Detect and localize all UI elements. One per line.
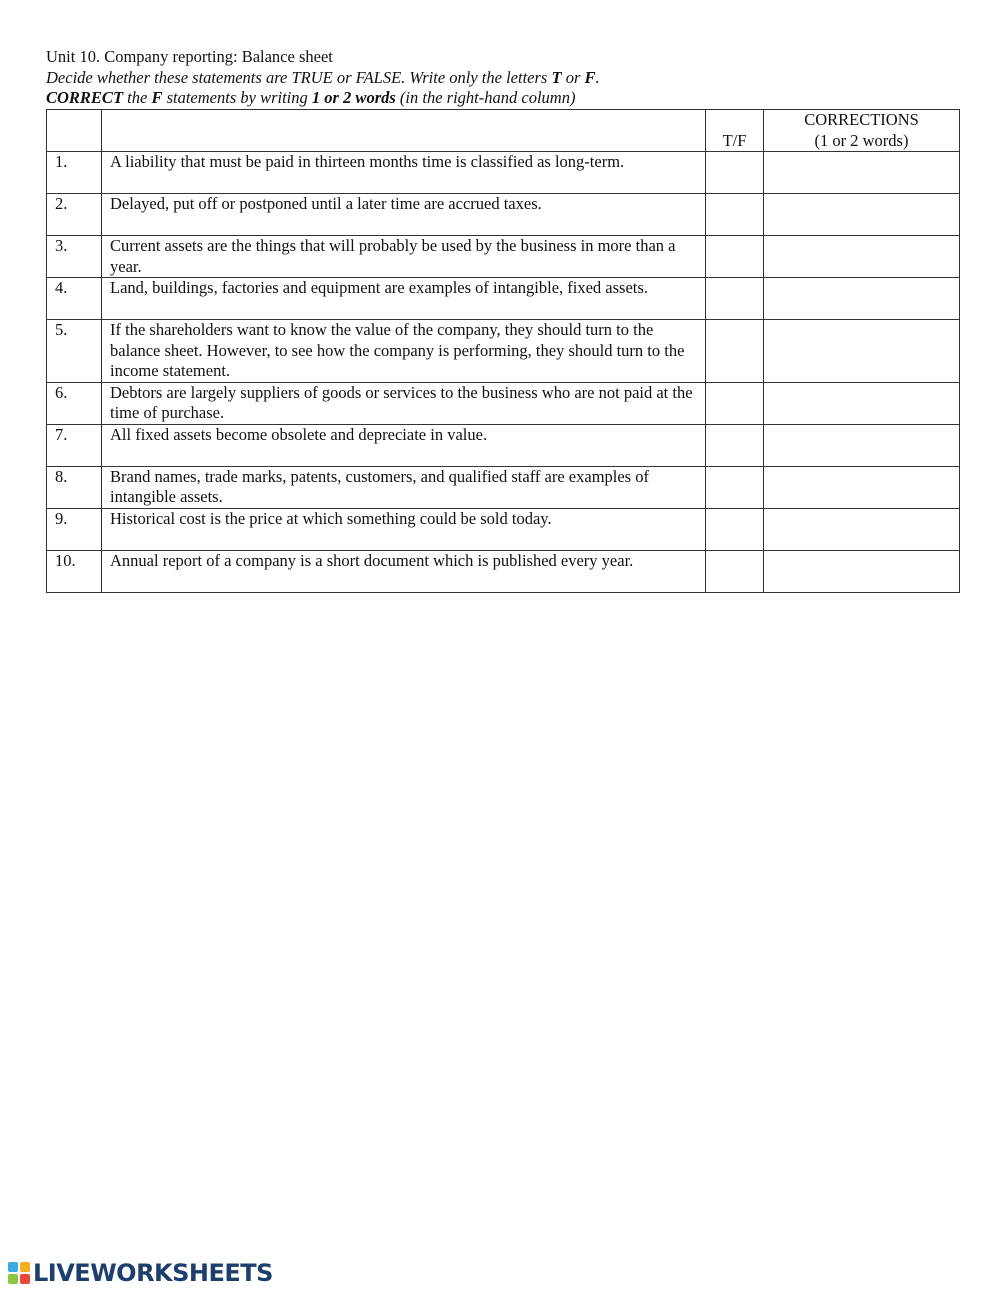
header-corrections <box>764 110 960 152</box>
tf-answer-cell[interactable] <box>706 236 764 278</box>
row-number: 2. <box>47 194 102 236</box>
instruction-2-part3: (in the right-hand column) <box>395 88 576 107</box>
tf-answer-cell[interactable] <box>706 152 764 194</box>
liveworksheets-logo-text: LIVEWORKSHEETS <box>33 1259 273 1287</box>
row-number: 5. <box>47 320 102 383</box>
row-statement: Historical cost is the price at which something could be sold today. <box>102 508 706 550</box>
row-number: 6. <box>47 382 102 424</box>
table-row <box>47 550 960 592</box>
table-row <box>47 194 960 236</box>
worksheet-title: Unit 10. Company reporting: Balance sheet <box>46 47 333 66</box>
row-statement: If the shareholders want to know the value of the company, they should turn to the balance sheet. However, to see how the company is performing, they should turn to the income statement. <box>102 320 706 383</box>
tf-answer-cell[interactable] <box>706 466 764 508</box>
correction-answer-cell[interactable] <box>764 236 960 278</box>
row-statement: Land, buildings, factories and equipment are examples of intangible, fixed assets. <box>102 278 706 320</box>
table-row <box>47 278 960 320</box>
worksheet-header <box>46 47 966 109</box>
tf-answer-cell[interactable] <box>706 508 764 550</box>
row-statement: Delayed, put off or postponed until a later time are accrued taxes. <box>102 194 706 236</box>
row-number: 4. <box>47 278 102 320</box>
table-row <box>47 466 960 508</box>
instruction-1-end: . <box>595 67 600 87</box>
liveworksheets-logo-icon <box>8 1262 30 1284</box>
row-statement: A liability that must be paid in thirteen months time is classified as long-term. <box>102 152 706 194</box>
header-corrections-line1: CORRECTIONS <box>804 110 919 129</box>
instruction-2-part2: statements by writing <box>162 88 312 107</box>
instruction-2-bold-words: 1 or 2 words <box>311 88 396 107</box>
table-row <box>47 382 960 424</box>
tf-answer-cell[interactable] <box>706 278 764 320</box>
correction-answer-cell[interactable] <box>764 194 960 236</box>
header-statement-cell <box>102 110 706 152</box>
instruction-1-text: Decide whether these statements are TRUE or FALSE. Write only the letters <box>46 67 552 87</box>
logo-square-3 <box>8 1274 18 1284</box>
correction-answer-cell[interactable] <box>764 278 960 320</box>
liveworksheets-footer <box>8 1258 273 1288</box>
table-row <box>47 320 960 383</box>
correction-answer-cell[interactable] <box>764 466 960 508</box>
logo-square-1 <box>8 1262 18 1272</box>
tf-answer-cell[interactable] <box>706 424 764 466</box>
table-header-row <box>47 110 960 152</box>
row-statement: Debtors are largely suppliers of goods or services to the business who are not paid at the time of purchase. <box>102 382 706 424</box>
correction-answer-cell[interactable] <box>764 550 960 592</box>
row-number: 9. <box>47 508 102 550</box>
tf-answer-cell[interactable] <box>706 320 764 383</box>
correction-answer-cell[interactable] <box>764 152 960 194</box>
table-row <box>47 508 960 550</box>
logo-square-4 <box>20 1274 30 1284</box>
row-statement: Annual report of a company is a short document which is published every year. <box>102 550 706 592</box>
tf-answer-cell[interactable] <box>706 550 764 592</box>
table-row <box>47 424 960 466</box>
instruction-2-bold-correct: CORRECT <box>46 88 124 107</box>
row-statement: All fixed assets become obsolete and depreciate in value. <box>102 424 706 466</box>
instruction-line-1 <box>46 68 966 89</box>
instruction-line-2 <box>46 88 966 109</box>
header-corrections-line2: (1 or 2 words) <box>814 130 909 150</box>
tf-answer-cell[interactable] <box>706 194 764 236</box>
header-number-cell <box>47 110 102 152</box>
tf-answer-cell[interactable] <box>706 382 764 424</box>
instruction-1-bold-t: T <box>551 67 562 87</box>
logo-square-2 <box>20 1262 30 1272</box>
row-number: 10. <box>47 550 102 592</box>
row-statement: Current assets are the things that will probably be used by the business in more than a year. <box>102 236 706 278</box>
header-tf: T/F <box>706 110 764 152</box>
row-number: 3. <box>47 236 102 278</box>
correction-answer-cell[interactable] <box>764 382 960 424</box>
true-false-table <box>46 109 960 593</box>
row-number: 7. <box>47 424 102 466</box>
row-statement: Brand names, trade marks, patents, customers, and qualified staff are examples of intangible assets. <box>102 466 706 508</box>
instruction-2-bold-f: F <box>151 88 163 107</box>
instruction-2-part1: the <box>123 88 152 107</box>
correction-answer-cell[interactable] <box>764 424 960 466</box>
instruction-1-middle: or <box>561 67 585 87</box>
row-number: 8. <box>47 466 102 508</box>
table-row <box>47 236 960 278</box>
instruction-1-bold-f: F <box>584 67 596 87</box>
correction-answer-cell[interactable] <box>764 508 960 550</box>
correction-answer-cell[interactable] <box>764 320 960 383</box>
row-number: 1. <box>47 152 102 194</box>
table-row <box>47 152 960 194</box>
